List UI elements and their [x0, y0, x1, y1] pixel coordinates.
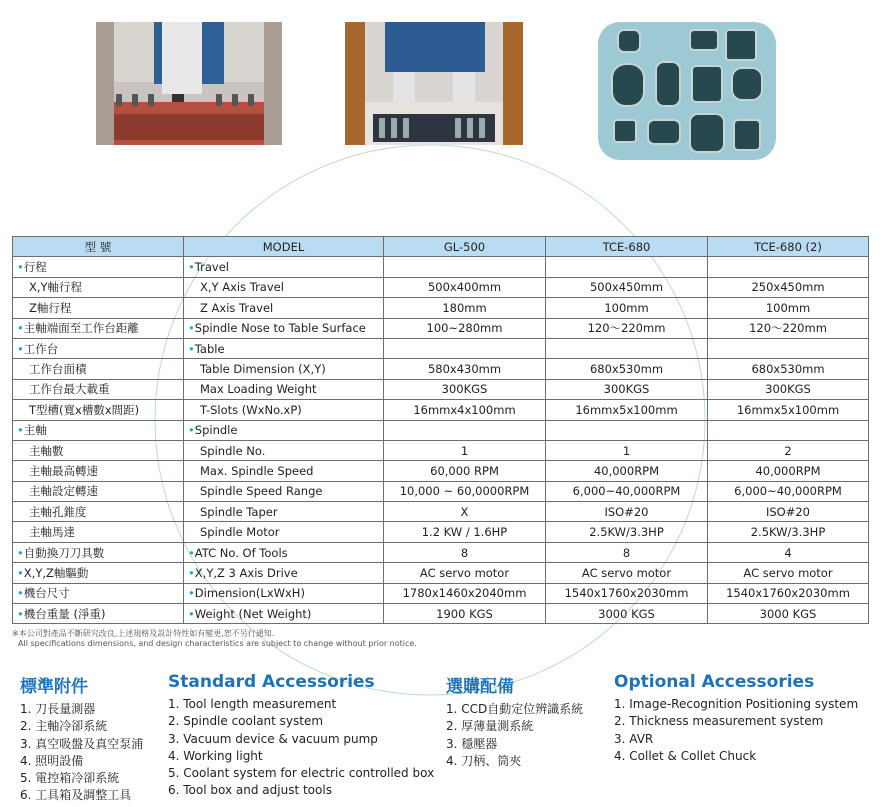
cell-tce-680	[546, 318, 708, 338]
cell-tce-680-2	[708, 420, 869, 440]
cell-tce-680-2-text: 2.5KW/3.3HP	[750, 525, 826, 540]
cell-gl-500-text: 180mm	[442, 300, 487, 315]
bullet-dot: •	[17, 545, 24, 560]
cell-tce-680-2-text: 300KGS	[765, 382, 811, 397]
cell-gl-500-text: 1780x1460x2040mm	[402, 586, 527, 601]
cell-tce-680	[546, 420, 708, 440]
list-item: 4. 刀柄、筒夾	[446, 753, 522, 768]
cell-label-zh-text: 行程	[23, 260, 47, 275]
spec-table	[12, 236, 869, 624]
bullet-dot: •	[188, 321, 195, 336]
cell-label-zh	[13, 298, 184, 318]
cell-tce-680-text: 100mm	[604, 300, 649, 315]
cell-label-zh	[13, 502, 184, 522]
cell-label-zh-text: 工作台面積	[29, 362, 87, 377]
cell-tce-680-2	[708, 277, 869, 297]
bullet-dot: •	[188, 260, 195, 275]
cell-label-zh	[13, 542, 184, 562]
cell-tce-680-2	[708, 522, 869, 542]
cell-gl-500	[384, 481, 546, 501]
cell-gl-500-text: 300KGS	[441, 382, 488, 397]
list-item: 5. 電控箱冷卻系統	[20, 771, 120, 786]
list-item: 2. 主軸冷卻系統	[20, 719, 108, 734]
list-item: 2. Thickness measurement system	[614, 714, 824, 729]
cell-gl-500	[384, 359, 546, 379]
cell-tce-680	[546, 277, 708, 297]
cell-gl-500	[384, 338, 546, 358]
cell-label-zh	[13, 583, 184, 603]
table-row	[13, 257, 869, 277]
cell-tce-680-text: 120～220mm	[587, 321, 666, 336]
cell-label-zh	[13, 461, 184, 481]
standard-accessories-title-en: Standard Accessories	[168, 672, 375, 692]
standard-accessories-zh	[20, 672, 143, 805]
cell-label-en-text: ATC No. Of Tools	[194, 545, 288, 560]
list-item: 1. Image-Recognition Positioning system	[614, 697, 859, 711]
cell-tce-680-2	[708, 318, 869, 338]
cell-tce-680	[546, 440, 708, 460]
header-tce-680: TCE-680	[546, 237, 708, 257]
bullet-dot: •	[17, 341, 24, 356]
table-header-row	[13, 237, 869, 257]
cell-tce-680-2-text: 6,000~40,000RPM	[734, 484, 842, 499]
cell-tce-680-2-text: 680x530mm	[751, 362, 825, 377]
list-item: 1. 刀長量測器	[20, 702, 96, 716]
table-row	[13, 461, 869, 481]
cell-tce-680-text: 500x450mm	[589, 280, 664, 295]
cell-tce-680	[546, 542, 708, 562]
table-row	[13, 440, 869, 460]
cell-label-zh	[13, 440, 184, 460]
cell-label-en	[184, 318, 384, 338]
cell-label-en-text: Max. Spindle Speed	[200, 463, 314, 478]
lens-parts-photo	[598, 22, 776, 160]
table-row	[13, 298, 869, 318]
cell-label-zh-text: 主軸最高轉速	[29, 463, 98, 478]
table-row	[13, 338, 869, 358]
cell-gl-500	[384, 563, 546, 583]
cell-tce-680-2-text: 4	[784, 545, 792, 560]
cell-tce-680-2-text: 120～220mm	[749, 321, 827, 336]
cell-label-zh	[13, 522, 184, 542]
bullet-dot: •	[17, 423, 24, 438]
cell-tce-680-2-text: 16mmx5x100mm	[736, 402, 840, 417]
table-row	[13, 318, 869, 338]
cell-tce-680	[546, 461, 708, 481]
cell-gl-500	[384, 400, 546, 420]
cell-label-en	[184, 257, 384, 277]
cell-tce-680	[546, 481, 708, 501]
bullet-dot: •	[188, 545, 195, 560]
list-item: 2. 厚薄量測系統	[446, 719, 534, 734]
cell-label-en	[184, 522, 384, 542]
cell-tce-680-text: 8	[622, 545, 631, 560]
list-item: 6. 工具箱及調整工具	[20, 788, 132, 803]
list-item: 2. Spindle coolant system	[168, 714, 324, 729]
cell-tce-680-text: 6,000~40,000RPM	[572, 484, 681, 499]
cell-tce-680	[546, 502, 708, 522]
table-row	[13, 583, 869, 603]
cell-tce-680-2-text: ISO#20	[765, 504, 810, 519]
cell-tce-680-2-text: 250x450mm	[751, 280, 825, 295]
cell-tce-680	[546, 563, 708, 583]
cell-label-en	[184, 604, 384, 624]
standard-accessories-en	[168, 672, 434, 800]
list-item: 4. Collet & Collet Chuck	[614, 748, 757, 763]
cell-tce-680-2	[708, 563, 869, 583]
bullet-dot: •	[188, 565, 195, 580]
cell-gl-500	[384, 542, 546, 562]
cell-gl-500	[384, 604, 546, 624]
table-row	[13, 420, 869, 440]
cell-label-zh	[13, 400, 184, 420]
header-model-zh: 型 號	[13, 237, 184, 257]
cell-tce-680-2	[708, 298, 869, 318]
bullet-dot: •	[188, 606, 195, 621]
cell-tce-680-2	[708, 542, 869, 562]
cell-label-zh-text: 主軸孔錐度	[29, 504, 87, 519]
cell-label-zh	[13, 277, 184, 297]
cell-gl-500	[384, 522, 546, 542]
cell-label-zh	[13, 379, 184, 399]
cell-label-zh-text: Z軸行程	[29, 300, 72, 315]
cell-gl-500	[384, 257, 546, 277]
cell-tce-680-2	[708, 502, 869, 522]
cell-tce-680-text: 1540x1760x2030mm	[564, 586, 689, 601]
cell-tce-680-2	[708, 338, 869, 358]
table-row	[13, 481, 869, 501]
cell-label-en-text: Spindle Nose to Table Surface	[194, 321, 366, 336]
cell-tce-680-2	[708, 440, 869, 460]
table-row	[13, 379, 869, 399]
cell-label-zh-text: 主軸設定轉速	[29, 484, 98, 499]
bullet-dot: •	[17, 586, 24, 601]
list-item: 5. Coolant system for electric controlled box	[168, 766, 435, 781]
cell-gl-500-text: 1900 KGS	[436, 606, 493, 621]
cell-label-en	[184, 461, 384, 481]
cell-tce-680	[546, 583, 708, 603]
cell-tce-680-2-text: AC servo motor	[743, 565, 833, 580]
cell-tce-680-2	[708, 583, 869, 603]
cell-gl-500-text: 580x430mm	[427, 362, 502, 377]
cell-tce-680	[546, 400, 708, 420]
cell-tce-680-2	[708, 481, 869, 501]
bullet-dot: •	[188, 423, 195, 438]
cell-label-en-text: Spindle Speed Range	[200, 484, 323, 499]
cell-tce-680-2-text: 3000 KGS	[759, 606, 817, 621]
cell-label-en	[184, 400, 384, 420]
cell-label-zh-text: 工作台	[23, 341, 59, 356]
cell-label-zh-text: 主軸	[23, 423, 47, 438]
cell-gl-500	[384, 461, 546, 481]
bullet-dot: •	[17, 260, 24, 275]
cell-label-en-text: T-Slots (WxNo.xP)	[200, 402, 302, 417]
cell-label-en	[184, 359, 384, 379]
cnc-machine-photo-2	[345, 22, 523, 145]
optional-accessories-en	[614, 672, 858, 765]
cell-tce-680-2-text: 40,000RPM	[755, 463, 821, 478]
note-en: All specifications dimensions, and design characteristics are subject to change without prior notice.	[18, 639, 417, 648]
optional-accessories-list-zh	[446, 701, 583, 770]
cell-gl-500-text: 1	[460, 443, 469, 458]
cell-gl-500-text: 100~280mm	[426, 321, 503, 336]
cell-tce-680-2-text: 2	[784, 443, 792, 458]
table-row	[13, 400, 869, 420]
list-item: 4. Working light	[168, 748, 263, 763]
cell-label-zh	[13, 359, 184, 379]
table-row	[13, 359, 869, 379]
cell-label-en-text: Travel	[194, 260, 229, 275]
table-row	[13, 563, 869, 583]
note-zh: ※本公司對產品不斷研究改良,上述規格及設計特性如有變更,恕不另行通知.	[12, 629, 275, 638]
cell-tce-680-text: 16mmx5x100mm	[575, 402, 678, 417]
cell-label-en-text: Spindle No.	[200, 443, 266, 458]
bullet-dot: •	[188, 341, 195, 356]
cell-tce-680-text: AC servo motor	[581, 565, 672, 580]
cell-tce-680-2	[708, 257, 869, 277]
cell-label-en	[184, 583, 384, 603]
cell-tce-680	[546, 338, 708, 358]
cell-tce-680	[546, 359, 708, 379]
list-item: 1. CCD自動定位辨識系統	[446, 702, 584, 716]
bullet-dot: •	[17, 321, 24, 336]
cell-gl-500-text: 500x400mm	[427, 280, 502, 295]
cell-label-en	[184, 379, 384, 399]
cell-label-en-text: X,Y Axis Travel	[200, 280, 284, 295]
optional-accessories-zh	[446, 672, 583, 770]
list-item: 3. 穩壓器	[446, 736, 498, 751]
cell-gl-500	[384, 277, 546, 297]
cell-tce-680	[546, 257, 708, 277]
list-item: 3. Vacuum device & vacuum pump	[168, 731, 378, 746]
cell-tce-680-2-text: 100mm	[765, 300, 811, 315]
cell-tce-680-text: 1	[622, 443, 631, 458]
cell-label-zh-text: 主軸馬達	[29, 525, 75, 540]
cell-gl-500	[384, 420, 546, 440]
cell-label-en-text: Table Dimension (X,Y)	[200, 362, 326, 377]
cell-label-zh-text: T型槽(寬x槽數x間距)	[29, 402, 140, 417]
cell-label-en	[184, 481, 384, 501]
cell-tce-680-text: 300KGS	[603, 382, 650, 397]
spec-note	[12, 629, 417, 649]
cell-gl-500-text: 1.2 KW / 1.6HP	[421, 525, 508, 540]
cell-label-en-text: Weight (Net Weight)	[194, 606, 312, 621]
cell-gl-500	[384, 379, 546, 399]
cell-tce-680	[546, 379, 708, 399]
cell-tce-680-text: 2.5KW/3.3HP	[589, 525, 664, 540]
cell-label-zh-text: 主軸數	[29, 443, 64, 458]
header-gl-500: GL-500	[384, 237, 546, 257]
table-row	[13, 277, 869, 297]
cell-label-en-text: Table	[194, 341, 225, 356]
cell-label-zh	[13, 318, 184, 338]
table-row	[13, 604, 869, 624]
bullet-dot: •	[17, 565, 24, 580]
cell-label-en-text: Dimension(LxWxH)	[194, 586, 305, 601]
cell-label-en	[184, 440, 384, 460]
cell-label-en-text: Max Loading Weight	[200, 382, 317, 397]
list-item: 4. 照明設備	[20, 753, 84, 768]
cell-gl-500-text: 16mmx4x100mm	[413, 402, 516, 417]
cell-gl-500	[384, 502, 546, 522]
cell-label-zh-text: 主軸端面至工作台距離	[23, 321, 139, 336]
cell-label-en-text: Spindle Motor	[200, 525, 280, 540]
cell-gl-500-text: X	[460, 504, 469, 519]
cell-label-en	[184, 563, 384, 583]
cell-label-en	[184, 298, 384, 318]
cell-tce-680-text: 3000 KGS	[598, 606, 655, 621]
header-model-en: MODEL	[184, 237, 384, 257]
cell-label-en-text: Spindle Taper	[200, 504, 278, 519]
cell-tce-680-text: 40,000RPM	[593, 463, 660, 478]
standard-accessories-title-zh: 標準附件	[20, 677, 88, 697]
table-row	[13, 502, 869, 522]
cell-label-en	[184, 502, 384, 522]
cell-tce-680	[546, 604, 708, 624]
bullet-dot: •	[17, 606, 24, 621]
cell-tce-680-2	[708, 379, 869, 399]
cell-label-en	[184, 338, 384, 358]
list-item: 3. AVR	[614, 731, 654, 746]
cell-gl-500-text: 10,000 ~ 60,0000RPM	[399, 484, 530, 499]
cell-gl-500-text: 60,000 RPM	[430, 463, 499, 478]
standard-accessories-list-zh	[20, 701, 143, 805]
cell-tce-680	[546, 522, 708, 542]
spec-table-body	[13, 257, 869, 624]
cell-gl-500	[384, 298, 546, 318]
cell-gl-500	[384, 583, 546, 603]
bullet-dot: •	[188, 586, 195, 601]
cell-label-zh	[13, 481, 184, 501]
cell-label-en	[184, 542, 384, 562]
list-item: 6. Tool box and adjust tools	[168, 783, 332, 798]
cell-label-zh	[13, 420, 184, 440]
cnc-machine-photo-1	[96, 22, 282, 145]
cell-label-zh-text: 工作台最大載重	[29, 382, 110, 397]
standard-accessories-list-en	[168, 696, 434, 800]
optional-accessories-list-en	[614, 696, 858, 765]
cell-label-zh-text: 機台重量 (淨重)	[23, 606, 106, 621]
cell-label-zh	[13, 257, 184, 277]
cell-tce-680-2-text: 1540x1760x2030mm	[726, 586, 850, 601]
cell-tce-680	[546, 298, 708, 318]
header-tce-680-2: TCE-680 (2)	[708, 237, 869, 257]
cell-gl-500	[384, 440, 546, 460]
table-row	[13, 542, 869, 562]
list-item: 3. 真空吸盤及真空泵浦	[20, 736, 144, 751]
cell-gl-500-text: AC servo motor	[419, 565, 510, 580]
cell-gl-500-text: 8	[460, 545, 469, 560]
cell-label-zh-text: 機台尺寸	[23, 586, 70, 601]
cell-label-zh-text: 自動換刀刀具數	[23, 545, 105, 560]
cell-label-en-text: X,Y,Z 3 Axis Drive	[194, 565, 298, 580]
table-row	[13, 522, 869, 542]
cell-label-zh	[13, 563, 184, 583]
cell-gl-500	[384, 318, 546, 338]
cell-label-en	[184, 277, 384, 297]
cell-tce-680-text: 680x530mm	[589, 362, 664, 377]
cell-tce-680-2	[708, 604, 869, 624]
cell-tce-680-2	[708, 461, 869, 481]
cell-tce-680-2	[708, 400, 869, 420]
cell-label-en-text: Z Axis Travel	[200, 300, 274, 315]
optional-accessories-title-zh: 選購配備	[446, 677, 514, 697]
cell-label-en-text: Spindle	[194, 423, 238, 438]
list-item: 1. Tool length measurement	[168, 697, 337, 711]
cell-label-zh-text: X,Y軸行程	[29, 280, 83, 295]
cell-label-zh-text: X,Y,Z軸驅動	[23, 565, 89, 580]
cell-tce-680-text: ISO#20	[604, 504, 649, 519]
cell-label-en	[184, 420, 384, 440]
cell-label-zh	[13, 338, 184, 358]
optional-accessories-title-en: Optional Accessories	[614, 672, 815, 692]
cell-label-zh	[13, 604, 184, 624]
cell-tce-680-2	[708, 359, 869, 379]
